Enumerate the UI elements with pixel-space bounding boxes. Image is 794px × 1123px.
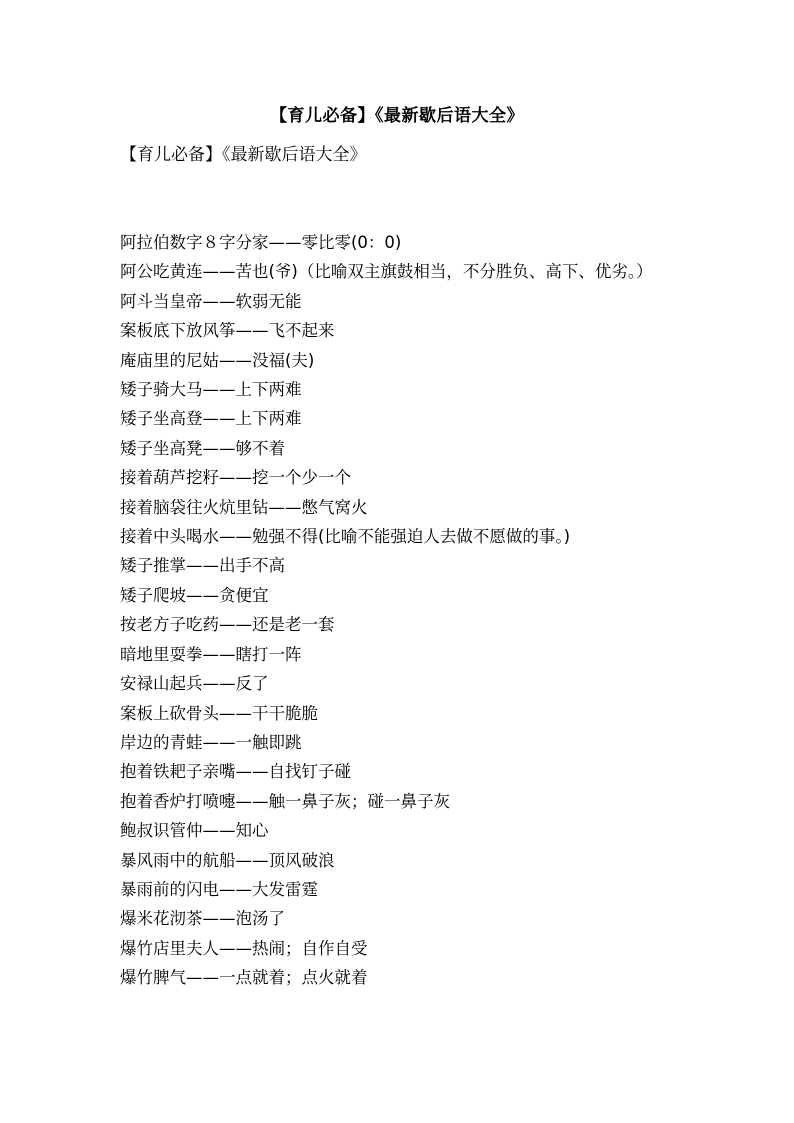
list-item: 矮子坐高登——上下两难 (120, 409, 302, 429)
document-subtitle: 【育儿必备】《最新歇后语大全》 (120, 145, 367, 165)
list-item: 抱着香炉打喷嚏——触一鼻子灰；碰一鼻子灰 (120, 791, 450, 811)
list-item: 暗地里耍拳——瞎打一阵 (120, 644, 302, 664)
list-item: 阿公吃黄连——苦也(爷)（比喻双主旗鼓相当，不分胜负、高下、优劣。） (120, 262, 653, 282)
list-item: 爆米花沏茶——泡汤了 (120, 909, 285, 929)
list-item: 岸边的青蛙——一触即跳 (120, 732, 302, 752)
document-title: 【育儿必备】《最新歇后语大全》 (270, 106, 524, 126)
list-item: 接着葫芦挖籽——挖一个少一个 (120, 468, 351, 488)
list-item: 矮子推掌——出手不高 (120, 556, 285, 576)
list-item: 案板底下放风筝——飞不起来 (120, 321, 335, 341)
list-item: 爆竹店里夫人——热闹；自作自受 (120, 938, 368, 958)
xiehouyu-list (120, 228, 690, 993)
list-item: 接着脑袋往火炕里钻——憋气窝火 (120, 497, 368, 517)
list-item: 矮子坐高凳——够不着 (120, 438, 285, 458)
list-item: 安禄山起兵——反了 (120, 674, 269, 694)
list-item: 阿斗当皇帝——软弱无能 (120, 291, 302, 311)
list-item: 爆竹脾气——一点就着；点火就着 (120, 968, 368, 988)
list-item: 阿拉伯数字８字分家——零比零(0：0) (120, 233, 402, 252)
list-item: 庵庙里的尼姑——没福(夫) (120, 350, 315, 370)
list-item: 案板上砍骨头——干干脆脆 (120, 703, 318, 723)
list-item: 暴风雨中的航船——顶风破浪 (120, 850, 335, 870)
list-item: 接着中头喝水——勉强不得(比喻不能强迫人去做不愿做的事。) (120, 527, 571, 547)
list-item: 鲍叔识管仲——知心 (120, 821, 269, 841)
list-item: 矮子爬坡——贪便宜 (120, 585, 269, 605)
list-item: 抱着铁耙子亲嘴——自找钉子碰 (120, 762, 351, 782)
list-item: 按老方子吃药——还是老一套 (120, 615, 335, 635)
list-item: 矮子骑大马——上下两难 (120, 380, 302, 400)
list-item: 暴雨前的闪电——大发雷霆 (120, 879, 318, 899)
